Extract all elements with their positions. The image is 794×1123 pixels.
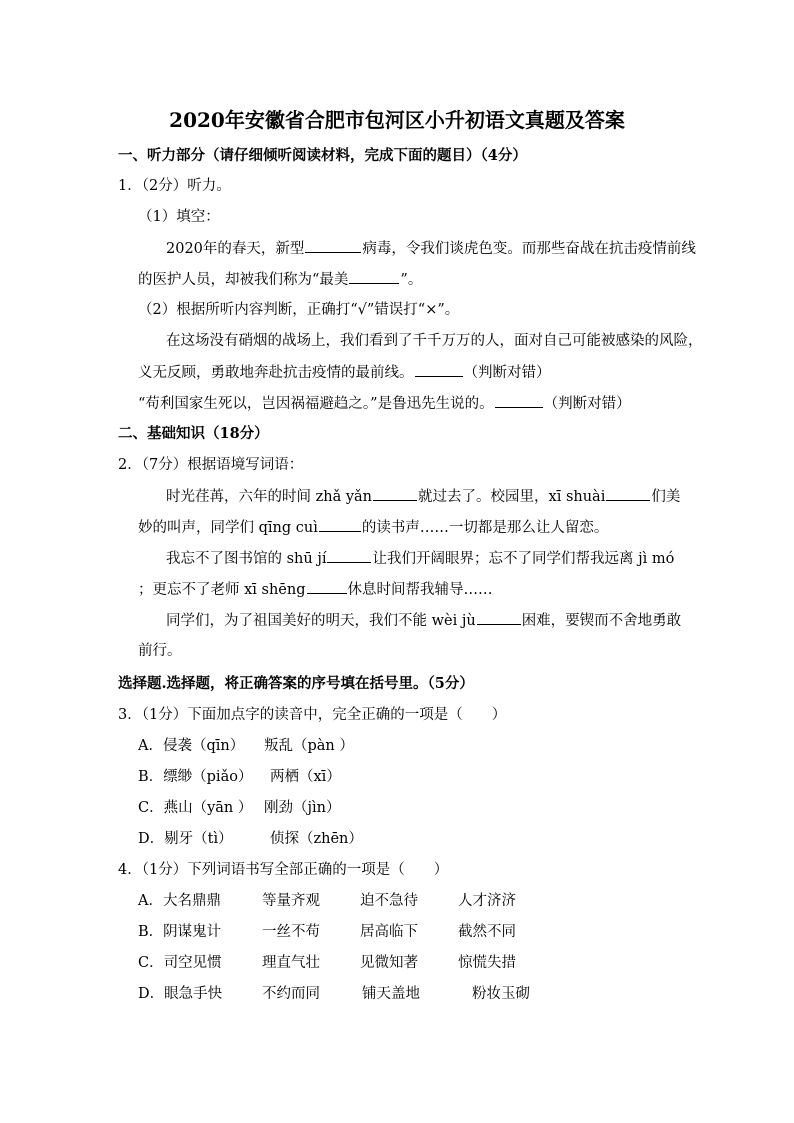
section-heading-choice: 选择题.选择题，将正确答案的序号填在括号里。（5分）	[118, 675, 474, 692]
q2-text: 同学们，为了祖国美好的明天，我们不能 wèi jù	[166, 613, 476, 629]
answer-blank[interactable]	[477, 610, 521, 625]
option-text: D．眼急手快	[138, 986, 223, 1002]
q2-line-2	[138, 517, 608, 538]
option-text: B．缥缈（piǎo）	[138, 769, 253, 785]
answer-blank[interactable]	[606, 486, 650, 501]
q2-text: 的读书声……一切都是那么让人留恋。	[361, 520, 609, 536]
q3-option-c[interactable]	[138, 798, 340, 818]
answer-blank[interactable]	[373, 486, 417, 501]
option-text: 铺天盖地	[362, 986, 420, 1002]
fill-text: 2020年的春天，新型	[166, 241, 305, 257]
section-heading-listening: 一、听力部分（请仔细倾听阅读材料，完成下面的题目）（4分）	[118, 147, 527, 164]
q2-text: 们美	[651, 489, 681, 505]
option-text: 理直气壮	[262, 955, 320, 971]
option-text: A．大名鼎鼎	[138, 893, 221, 909]
option-text: 居高临下	[360, 924, 418, 940]
answer-blank[interactable]	[319, 517, 361, 532]
q3-option-b[interactable]	[138, 767, 341, 787]
judge-text: 义无反顾，勇敢地奔赴抗击疫情的最前线。	[138, 365, 414, 381]
q2-line-6: 前行。	[138, 643, 182, 659]
option-text: 等量齐观	[262, 893, 320, 909]
option-text: 两栖（xī）	[270, 769, 341, 785]
option-text: 惊慌失措	[458, 955, 516, 971]
q3-option-a[interactable]	[138, 736, 354, 756]
section-heading-basics: 二、基础知识（18分）	[118, 425, 269, 442]
option-text: 迫不急待	[360, 893, 418, 909]
answer-blank[interactable]	[349, 269, 399, 284]
q2-text: 时光荏苒，六年的时间 zhǎ yǎn	[166, 489, 373, 505]
answer-blank[interactable]	[307, 579, 347, 594]
judge-1-line-1: 在这场没有硝烟的战场上，我们看到了千千万万的人，面对自己可能被感染的风险，	[166, 333, 703, 349]
answer-blank[interactable]	[495, 393, 543, 408]
answer-blank[interactable]	[415, 362, 463, 377]
option-text: 一丝不苟	[262, 924, 320, 940]
option-text: 见微知著	[360, 955, 418, 971]
option-text: C．司空见惯	[138, 955, 222, 971]
sub-question-judge: （2）根据所听内容判断，正确打“√”错误打“×”。	[138, 302, 460, 318]
q2-line-5	[166, 610, 681, 631]
q2-text: 就过去了。校园里，xī shuài	[418, 489, 606, 505]
q4-option-c[interactable]	[138, 953, 516, 973]
option-text: A．侵袭（qīn）	[138, 738, 245, 754]
option-text: 不约而同	[262, 986, 320, 1002]
judge-hint: （判断对错）	[463, 365, 551, 381]
answer-blank[interactable]	[305, 238, 361, 253]
q3-option-d[interactable]	[138, 829, 363, 849]
question-4-heading: 4．（1分）下列词语书写全部正确的一项是（ ）	[118, 862, 449, 878]
fill-line-2	[138, 269, 422, 290]
q2-text: 困难，要锲而不舍地勇敢	[521, 613, 682, 629]
question-3-heading: 3．（1分）下面加点字的读音中，完全正确的一项是（ ）	[118, 707, 507, 723]
q4-option-b[interactable]	[138, 922, 516, 942]
q2-text: 妙的叫声，同学们 qīng cuì	[138, 520, 318, 536]
option-text: 人才济济	[458, 893, 516, 909]
q4-option-d[interactable]	[138, 984, 530, 1004]
q2-text: 休息时间帮我辅导……	[347, 582, 493, 598]
question-1-heading: 1．（2分）听力。	[118, 178, 231, 194]
option-text: 叛乱（pàn ）	[264, 738, 354, 754]
answer-blank[interactable]	[327, 548, 371, 563]
option-text: C．燕山（yān ）	[138, 800, 253, 816]
judge-text: “苟利国家生死以，岂因祸福避趋之。”是鲁迅先生说的。	[138, 396, 494, 412]
judge-1-line-2	[138, 362, 551, 383]
option-text: 粉妆玉砌	[472, 986, 530, 1002]
option-text: D．剔牙（tì）	[138, 831, 233, 847]
fill-text: 的医护人员，却被我们称为“最美	[138, 272, 349, 288]
q4-option-a[interactable]	[138, 891, 516, 911]
page-title: 2020年安徽省合肥市包河区小升初语文真题及答案	[169, 108, 625, 132]
option-text: B．阴谋鬼计	[138, 924, 222, 940]
judge-hint: （判断对错）	[543, 396, 631, 412]
option-text: 截然不同	[458, 924, 516, 940]
q2-line-4	[138, 579, 493, 600]
q2-text: ；更忘不了老师 xī shēng	[138, 582, 306, 598]
option-text: 刚劲（jìn）	[264, 800, 341, 816]
option-text: 侦探（zhēn）	[270, 831, 363, 847]
judge-2-line	[138, 393, 631, 414]
fill-text: ”。	[400, 272, 423, 288]
fill-line-1	[166, 238, 696, 259]
q2-line-3	[166, 548, 674, 569]
fill-text: 病毒，令我们谈虎色变。而那些奋战在抗击疫情前线	[362, 241, 696, 257]
question-2-heading: 2．（7分）根据语境写词语：	[118, 457, 304, 473]
q2-text: 让我们开阔眼界；忘不了同学们帮我远离 jì mó	[372, 551, 675, 567]
q2-text: 我忘不了图书馆的 shū jí	[166, 551, 327, 567]
q2-line-1	[166, 486, 680, 507]
sub-question-fill: （1）填空：	[138, 209, 220, 225]
